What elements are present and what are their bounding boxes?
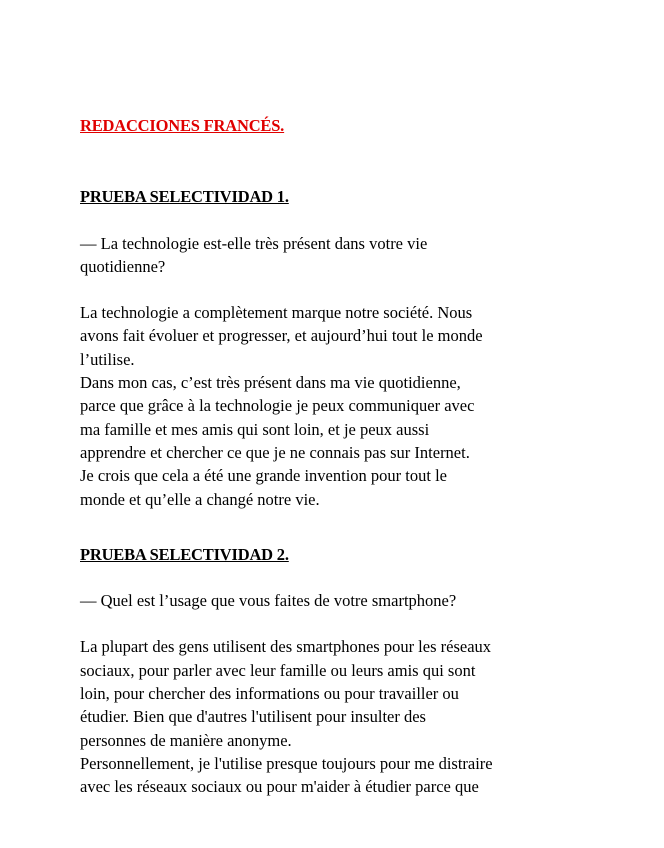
body-line: ma famille et mes amis qui sont loin, et je peux aussi — [80, 419, 430, 439]
body-line: Dans mon cas, c’est très présent dans ma vie quotidienne, — [80, 373, 461, 393]
body-line: l’utilise. — [80, 349, 135, 369]
body-line: La technologie a complètement marque notre société. Nous — [80, 303, 473, 323]
body-line: loin, pour chercher des informations ou pour travailler ou — [80, 684, 459, 704]
section-body — [80, 301, 600, 511]
body-line: apprendre et chercher ce que je ne connais pas sur Internet. — [80, 442, 470, 462]
section-body — [80, 635, 600, 798]
body-line: Personnellement, je l'utilise presque toujours pour me distraire — [80, 753, 493, 773]
question-line: — Quel est l’usage que vous faites de votre smartphone? — [80, 591, 457, 611]
body-line: La plupart des gens utilisent des smartphones pour les réseaux — [80, 637, 492, 657]
question-line: — La technologie est-elle très présent dans votre vie — [80, 233, 428, 253]
body-line: monde et qu’elle a changé notre vie. — [80, 489, 320, 509]
body-line: sociaux, pour parler avec leur famille ou leurs amis qui sont — [80, 660, 476, 680]
body-line: parce que grâce à la technologie je peux communiquer avec — [80, 396, 475, 416]
body-line: avons fait évoluer et progresser, et aujourd’hui tout le monde — [80, 326, 483, 346]
question-line: quotidienne? — [80, 256, 166, 276]
section-2 — [80, 543, 600, 799]
section-question — [80, 232, 600, 279]
body-line: Je crois que cela a été une grande invention pour tout le — [80, 466, 447, 486]
section-1 — [80, 185, 600, 511]
section-question — [80, 589, 600, 612]
section-heading: PRUEBA SELECTIVIDAD 1. — [80, 187, 289, 207]
section-heading: PRUEBA SELECTIVIDAD 2. — [80, 544, 289, 564]
document-content — [80, 114, 600, 799]
document-title: REDACCIONES FRANCÉS. — [80, 116, 285, 135]
body-line: étudier. Bien que d'autres l'utilisent pour insulter des — [80, 707, 426, 727]
body-line: personnes de manière anonyme. — [80, 730, 292, 750]
body-line: avec les réseaux sociaux ou pour m'aider à étudier parce que — [80, 777, 479, 797]
